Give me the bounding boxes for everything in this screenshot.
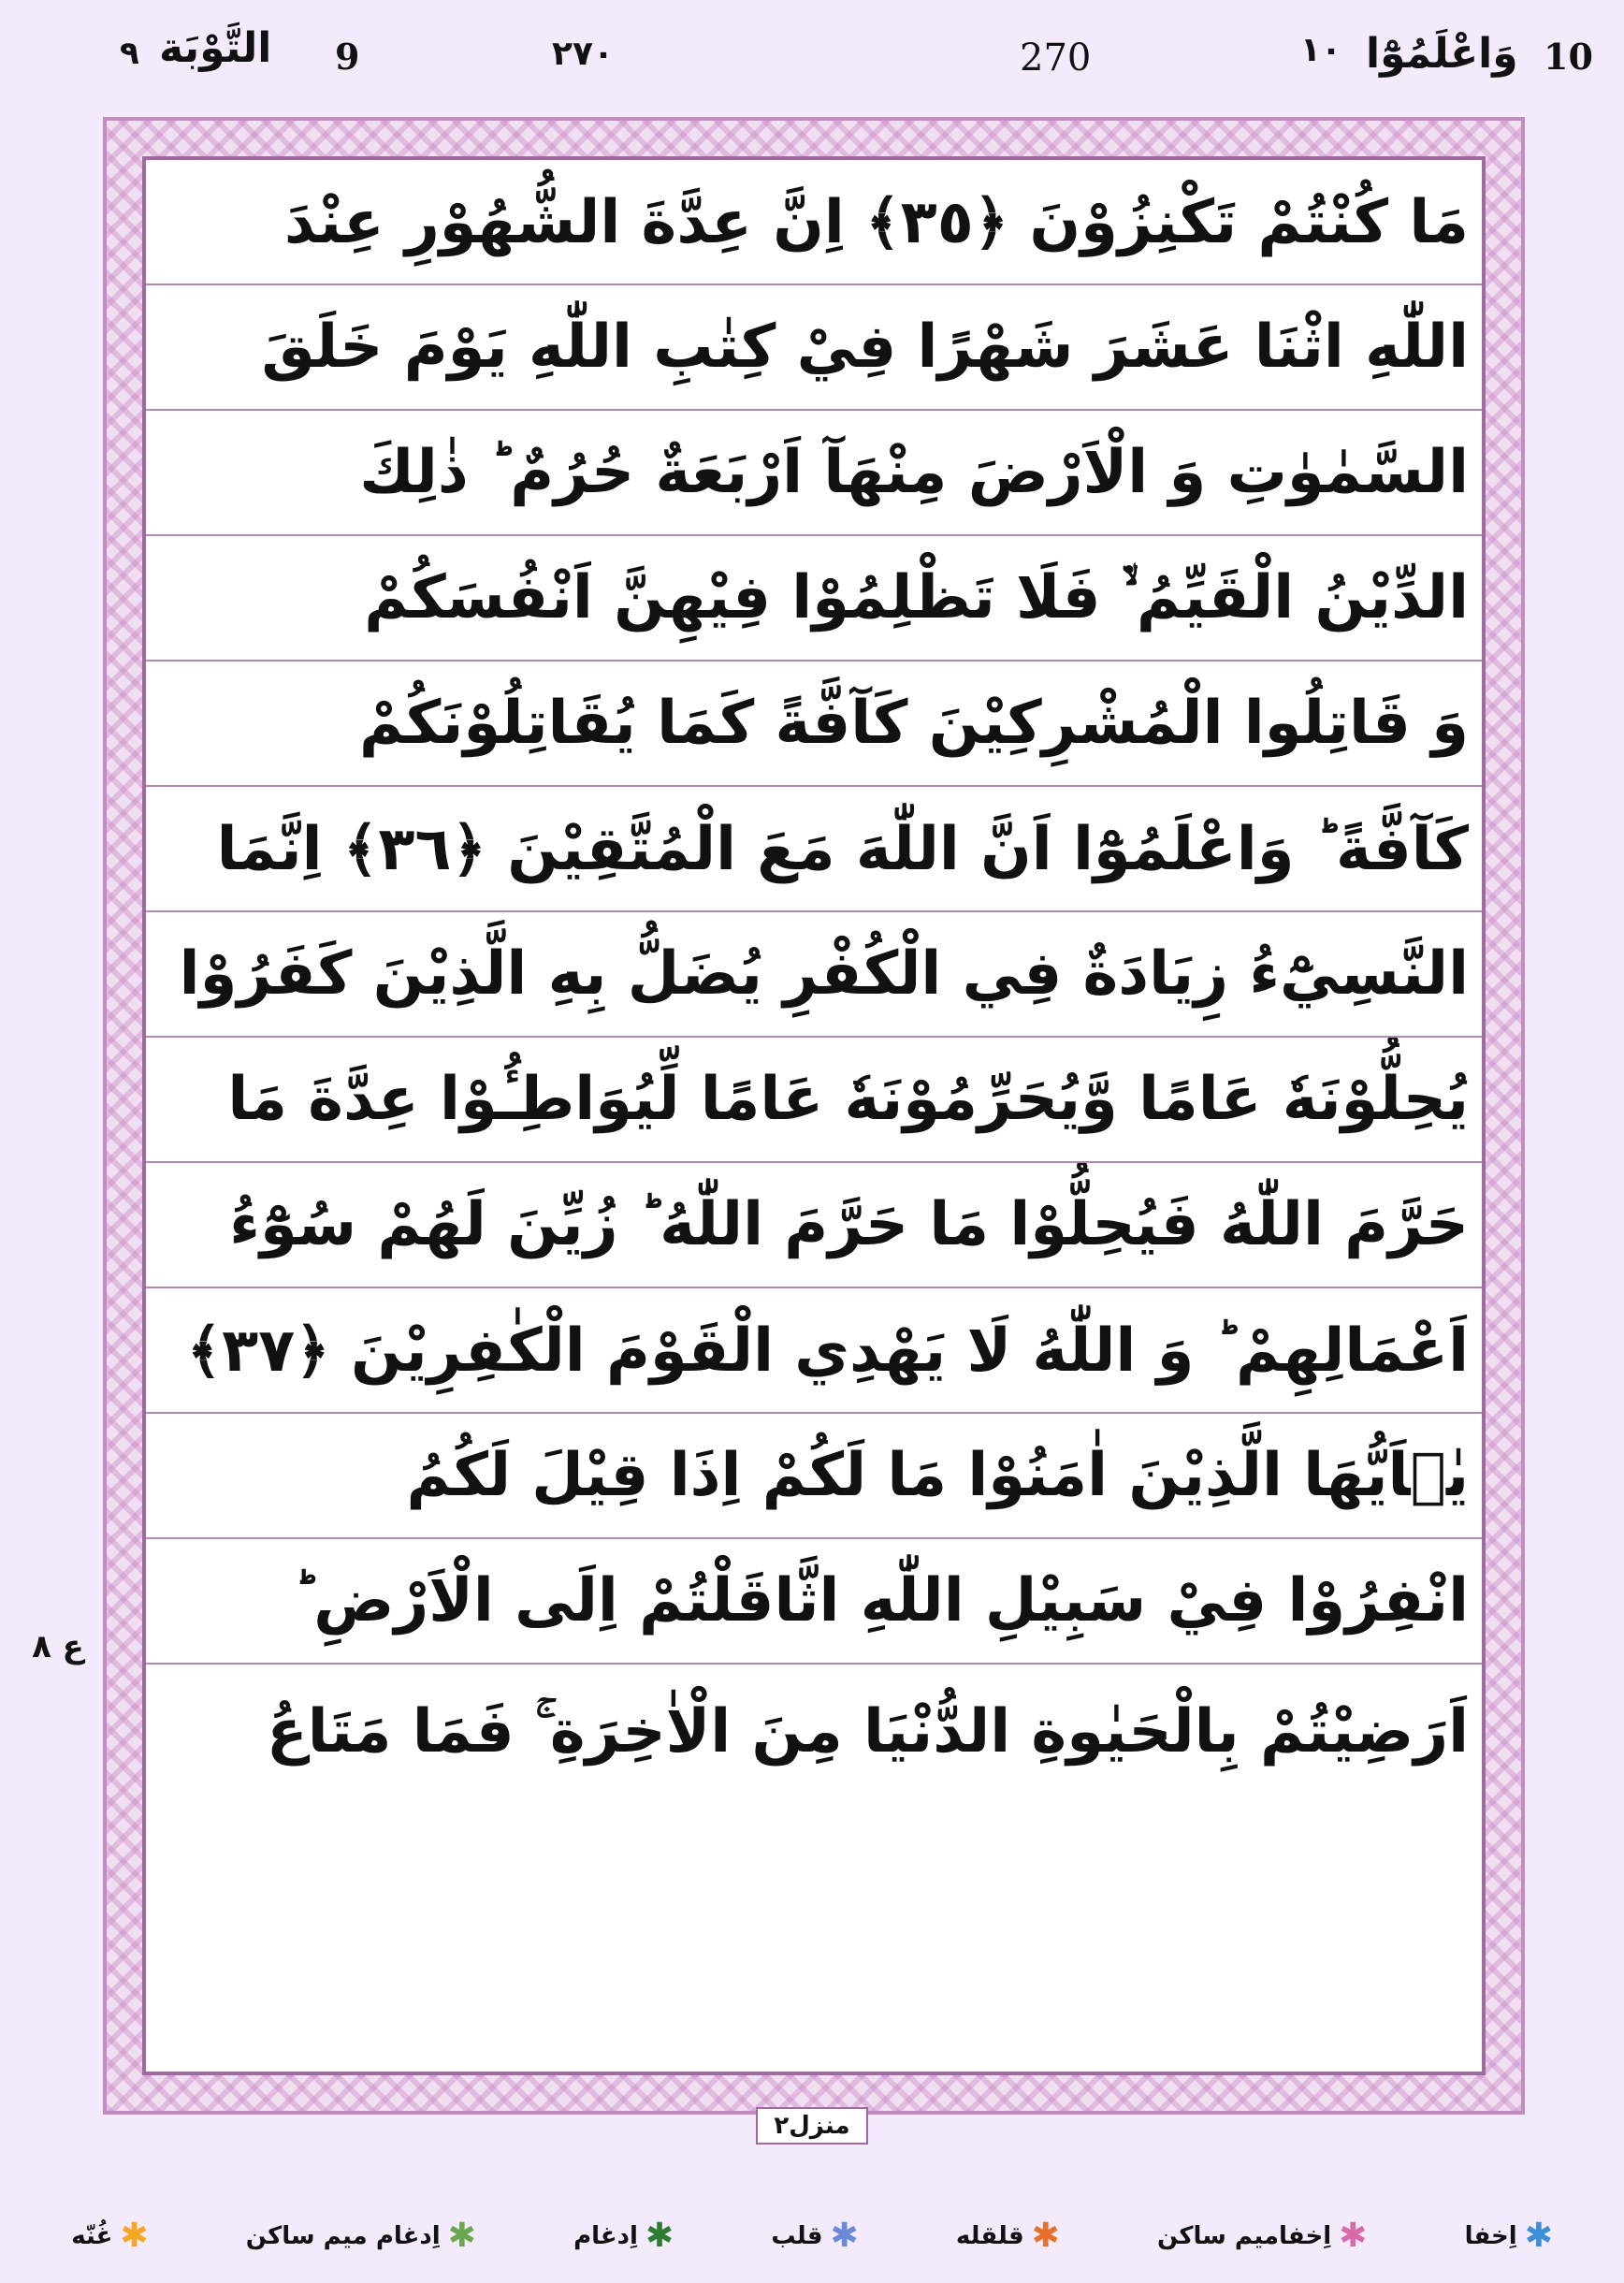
star-icon: ✱ [1031, 2217, 1060, 2255]
juz-arabic-number: ١٠ [1300, 31, 1341, 69]
ornamental-border [103, 117, 1525, 2115]
legend-item-ikhfa [1465, 2219, 1553, 2253]
legend-label: قلقله [955, 2222, 1024, 2250]
legend-label: قلب [771, 2222, 823, 2250]
legend-label: غُنّه [71, 2222, 113, 2250]
verse-line-1: مَا كُنْتُمْ تَكْنِزُوْنَ ﴿٣٥﴾ اِنَّ عِدَّةَ الشُّهُوْرِ عِنْدَ [146, 160, 1482, 285]
legend-item-idgham-meem-sakin [246, 2219, 476, 2253]
verse-line-10: اَعْمَالِهِمْ ؕ وَ اللّٰهُ لَا يَهْدِي الْقَوْمَ الْكٰفِرِيْنَ ﴿٣٧﴾ [146, 1288, 1482, 1414]
juz-number: 10 [1544, 36, 1593, 78]
star-icon: ✱ [447, 2217, 476, 2255]
verse-line-5: وَ قَاتِلُوا الْمُشْرِكِيْنَ كَآفَّةً كَمَا يُقَاتِلُوْنَكُمْ [146, 662, 1482, 787]
star-icon: ✱ [830, 2217, 859, 2255]
legend-label: اِدغام میم ساکن [245, 2222, 441, 2250]
legend-item-qalqala [956, 2219, 1060, 2253]
page-header [0, 0, 1624, 122]
verse-line-11: يٰۤاَيُّهَا الَّذِيْنَ اٰمَنُوْا مَا لَكُمْ اِذَا قِيْلَ لَكُمُ [146, 1414, 1482, 1539]
ruku-marker: ع ٨ [32, 1628, 84, 1665]
page-arabic-number: ٢٧٠ [552, 35, 614, 73]
manzil-label: منزل٢ [756, 2107, 868, 2145]
verse-line-13: اَرَضِيْتُمْ بِالْحَيٰوةِ الدُّنْيَا مِنَ الْاٰخِرَةِ ۚ فَمَا مَتَاعُ [267, 1696, 1469, 1767]
surah-name: التَّوْبَة [159, 24, 272, 72]
verse-line-4: الدِّيْنُ الْقَيِّمُ ۙ۬ فَلَا تَظْلِمُوْا فِيْهِنَّ اَنْفُسَكُمْ [146, 536, 1482, 662]
tajweed-legend [0, 2208, 1624, 2264]
verse-line-8: يُحِلُّوْنَهٗ عَامًا وَّيُحَرِّمُوْنَهٗ عَامًا لِّيُوَاطِـُٔوْا عِدَّةَ مَا [146, 1038, 1482, 1163]
verse-line-12: انْفِرُوْا فِيْ سَبِيْلِ اللّٰهِ اثَّاقَلْتُمْ اِلَى الْاَرْضِ ؕ [146, 1539, 1482, 1665]
verse-line-3: السَّمٰوٰتِ وَ الْاَرْضَ مِنْهَآ اَرْبَعَةٌ حُرُمٌ ؕ ذٰلِكَ [146, 411, 1482, 536]
legend-item-ghunna [71, 2219, 148, 2253]
page-number: 270 [1020, 36, 1092, 80]
verse-line-9: حَرَّمَ اللّٰهُ فَيُحِلُّوْا مَا حَرَّمَ اللّٰهُ ؕ زُيِّنَ لَهُمْ سُوْٓءُ [146, 1163, 1482, 1288]
verse-line-2: اللّٰهِ اثْنَا عَشَرَ شَهْرًا فِيْ كِتٰبِ اللّٰهِ يَوْمَ خَلَقَ [146, 285, 1482, 411]
verse-line-6: كَآفَّةً ؕ وَاعْلَمُوْٓا اَنَّ اللّٰهَ مَعَ الْمُتَّقِيْنَ ﴿٣٦﴾ اِنَّمَا [146, 787, 1482, 912]
legend-item-qalb [771, 2219, 858, 2253]
legend-label: اِخفا [1464, 2222, 1517, 2250]
verse-line-7: النَّسِيْٓءُ زِيَادَةٌ فِي الْكُفْرِ يُضَلُّ بِهِ الَّذِيْنَ كَفَرُوْا [146, 912, 1482, 1038]
juz-name: وَاعْلَمُوْٓا [1366, 30, 1518, 78]
text-area [142, 156, 1486, 2075]
legend-item-idgham [573, 2219, 674, 2253]
star-icon: ✱ [1339, 2217, 1368, 2255]
star-icon: ✱ [645, 2217, 674, 2255]
legend-label: اِدغام [573, 2222, 638, 2250]
surah-arabic-number: ٩ [120, 35, 139, 72]
star-icon: ✱ [120, 2217, 149, 2255]
legend-label: اِخفامیم ساکن [1157, 2222, 1332, 2250]
surah-number: 9 [335, 36, 360, 78]
star-icon: ✱ [1524, 2217, 1553, 2255]
legend-item-ikhfa-meem-sakin [1157, 2219, 1367, 2253]
